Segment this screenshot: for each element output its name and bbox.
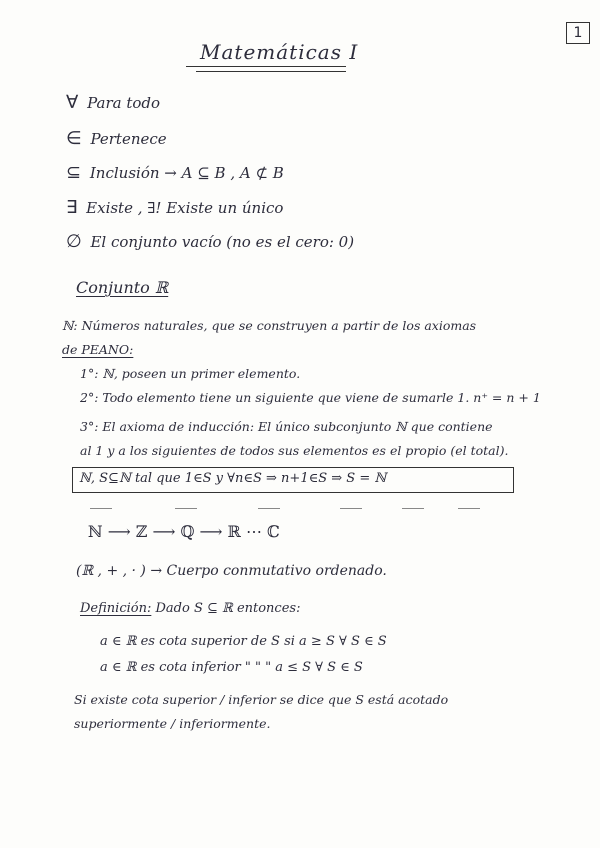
induction-formula: ℕ, S⊆ℕ tal que 1∈S y ∀n∈S ⇒ n+1∈S ⇒ S = ℕ <box>79 471 387 486</box>
exists-icon: ∃ <box>66 197 78 218</box>
axiom-3-continued: al 1 y a los siguientes de todos sus elementos es el propio (el total). <box>80 443 509 458</box>
bounded-conclusion-2: superiormente / inferiormente. <box>74 716 271 731</box>
symbol-row-exists <box>66 197 283 218</box>
naturals-line-1: ℕ: Números naturales, que se construyen a partir de los axiomas <box>62 318 477 333</box>
symbol-label: Existe , ∃! Existe un único <box>86 199 284 217</box>
dash-mark <box>458 508 480 509</box>
page-title: Matemáticas I <box>200 40 359 64</box>
symbol-label: Para todo <box>87 94 161 112</box>
definition-intro: Dado S ⊆ ℝ entonces: <box>155 601 301 616</box>
dash-mark <box>258 508 280 509</box>
dash-mark <box>402 508 424 509</box>
axiom-1: 1°: ℕ, poseen un primer elemento. <box>80 366 301 381</box>
symbol-row-element <box>66 128 167 149</box>
dash-mark <box>175 508 197 509</box>
axiom-2: 2°: Todo elemento tiene un siguiente que viene de sumarle 1. n⁺ = n + 1 <box>80 390 541 405</box>
definition-line <box>80 601 300 616</box>
definition-label: Definición: <box>80 601 152 616</box>
subset-icon: ⊆ <box>66 162 82 183</box>
axiom-3: 3°: El axioma de inducción: El único subconjunto ℕ que contiene <box>80 419 493 434</box>
title-underline-2 <box>196 71 346 72</box>
element-of-icon: ∈ <box>66 128 82 149</box>
symbol-label: Pertenece <box>90 130 167 148</box>
symbol-label: Inclusión → A ⊆ B , A ⊄ B <box>89 164 284 182</box>
number-sets-chain: ℕ ⟶ ℤ ⟶ ℚ ⟶ ℝ ⋯ ℂ <box>88 522 280 541</box>
naturals-line-2: de PEANO: <box>62 342 134 357</box>
dash-mark <box>90 508 112 509</box>
page-number: 1 <box>566 22 590 44</box>
lower-bound-def: a ∈ ℝ es cota inferior " " " a ≤ S ∀ S ∈ S <box>100 660 363 675</box>
forall-icon: ∀ <box>66 92 79 113</box>
symbol-row-forall <box>66 92 160 113</box>
upper-bound-def: a ∈ ℝ es cota superior de S si a ≥ S ∀ S ∈ S <box>100 634 387 649</box>
field-statement: (ℝ , + , · ) → Cuerpo conmutativo ordenado. <box>76 563 387 579</box>
symbol-label: El conjunto vacío (no es el cero: 0) <box>90 233 355 251</box>
title-underline <box>186 66 346 67</box>
empty-set-icon: ∅ <box>66 231 82 252</box>
symbol-row-empty-set <box>66 231 354 252</box>
bounded-conclusion-1: Si existe cota superior / inferior se dice que S está acotado <box>74 692 449 707</box>
symbol-row-subset <box>66 162 284 183</box>
induction-formula-box <box>72 467 514 493</box>
dash-mark <box>340 508 362 509</box>
section-title: Conjunto ℝ <box>76 278 169 297</box>
